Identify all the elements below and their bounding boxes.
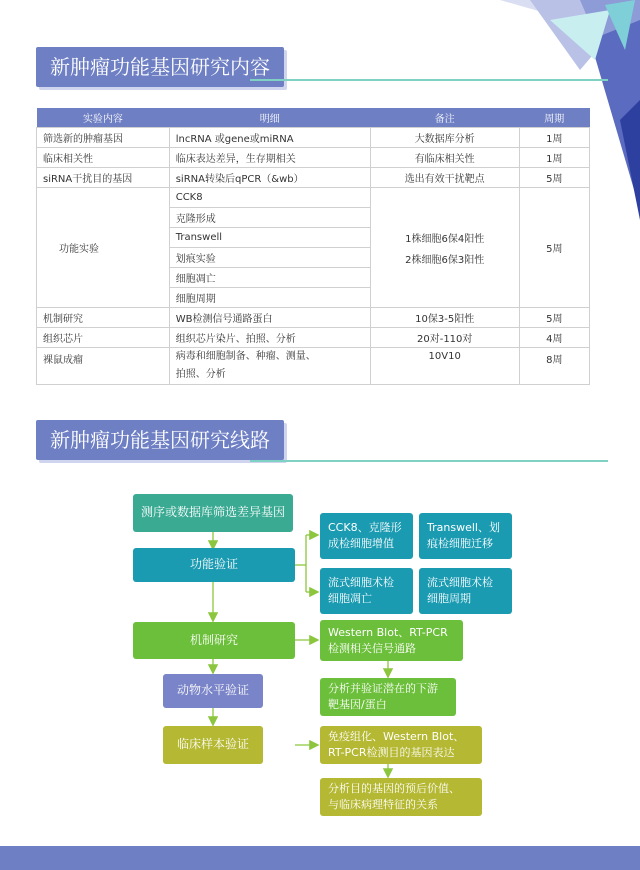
cell-content: siRNA干扰目的基因 xyxy=(37,168,170,188)
box-line: Western Blot、RT-PCR xyxy=(328,625,448,639)
box-line: 靶基因/蛋白 xyxy=(328,698,387,711)
box-line: 细胞凋亡 xyxy=(328,592,372,605)
cell-content: 筛选新的肿瘤基因 xyxy=(37,128,170,148)
research-content-table xyxy=(36,108,590,385)
func-apoptosis-box xyxy=(320,568,413,614)
table-row xyxy=(37,128,590,148)
table-row xyxy=(37,188,590,208)
cell-note xyxy=(370,188,519,308)
box-line: 与临床病理特征的关系 xyxy=(328,798,438,811)
box-line: 成检细胞增值 xyxy=(328,537,394,550)
section-title-research-route: 新肿瘤功能基因研究线路 xyxy=(36,420,284,460)
cell-detail: 划痕实验 xyxy=(169,248,370,268)
detail-line: 拍照、分析 xyxy=(175,369,226,380)
cell-period: 1周 xyxy=(519,148,589,168)
cell-content: 裸鼠成瘤 xyxy=(37,348,170,385)
cell-detail: lncRNA 或gene或miRNA xyxy=(169,128,370,148)
cell-note: 20对-110对 xyxy=(370,328,519,348)
cell-detail: 克隆形成 xyxy=(169,208,370,228)
func-cck8-box xyxy=(320,513,413,559)
table-header-row xyxy=(37,108,590,128)
flow-step-animal-validation: 动物水平验证 xyxy=(163,674,263,708)
box-line: 流式细胞术检 xyxy=(328,576,394,590)
cell-detail: CCK8 xyxy=(169,188,370,208)
cell-note: 大数据库分析 xyxy=(370,128,519,148)
section-title-research-content: 新肿瘤功能基因研究内容 xyxy=(36,47,284,87)
cell-detail xyxy=(169,348,370,385)
note-line: 1株细胞6保4阳性 xyxy=(405,233,485,245)
box-line: 免疫组化、Western Blot、 xyxy=(328,730,465,744)
box-line: CCK8、克隆形 xyxy=(328,521,402,535)
flow-step-clinical-validation: 临床样本验证 xyxy=(163,726,263,764)
cell-detail: siRNA转染后qPCR（&wb） xyxy=(169,168,370,188)
cell-period: 5周 xyxy=(519,168,589,188)
cell-detail: 细胞凋亡 xyxy=(169,268,370,288)
title-underline xyxy=(250,460,608,462)
func-transwell-box xyxy=(419,513,512,559)
mech-western-blot-box xyxy=(320,620,463,661)
flow-step-screening: 测序或数据库筛选差异基因 xyxy=(133,494,293,532)
cell-period: 5周 xyxy=(519,308,589,328)
cell-period: 8周 xyxy=(519,348,589,385)
clinical-ihc-box xyxy=(320,726,482,764)
table-row xyxy=(37,168,590,188)
cell-note: 选出有效干扰靶点 xyxy=(370,168,519,188)
cell-period: 1周 xyxy=(519,128,589,148)
title-underline xyxy=(250,79,608,81)
table-header: 实验内容 xyxy=(37,108,170,128)
table-row xyxy=(37,328,590,348)
cell-content: 机制研究 xyxy=(37,308,170,328)
cell-period: 4周 xyxy=(519,328,589,348)
cell-period: 5周 xyxy=(519,188,589,308)
table-header: 明细 xyxy=(169,108,370,128)
box-line: 痕检细胞迁移 xyxy=(427,537,493,550)
func-cellcycle-box xyxy=(419,568,512,614)
box-line: 分析目的基因的预后价值、 xyxy=(328,782,460,796)
cell-detail: 细胞周期 xyxy=(169,288,370,308)
box-line: 检测相关信号通路 xyxy=(328,641,416,655)
detail-line: 病毒和细胞制备、种瘤、测量、 xyxy=(175,351,316,362)
box-line: 流式细胞术检 xyxy=(427,576,493,590)
table-row xyxy=(37,308,590,328)
cell-detail: 组织芯片染片、拍照、分析 xyxy=(169,328,370,348)
box-line: RT-PCR检测目的基因表达 xyxy=(328,746,455,759)
cell-content: 组织芯片 xyxy=(37,328,170,348)
box-line: 细胞周期 xyxy=(427,592,471,605)
cell-detail: Transwell xyxy=(169,228,370,248)
note-line: 2株细胞6保3阳性 xyxy=(405,254,485,266)
table-header: 备注 xyxy=(370,108,519,128)
box-line: Transwell、划 xyxy=(427,521,500,535)
table-row xyxy=(37,148,590,168)
footer-bar xyxy=(0,846,640,870)
table-header: 周期 xyxy=(519,108,589,128)
table-row xyxy=(37,348,590,385)
box-line: 分析并验证潜在的下游 xyxy=(328,682,438,696)
mech-downstream-box xyxy=(320,678,456,716)
cell-detail: WB检测信号通路蛋白 xyxy=(169,308,370,328)
cell-note: 有临床相关性 xyxy=(370,148,519,168)
cell-note: 10保3-5阳性 xyxy=(370,308,519,328)
flow-step-function-validation: 功能验证 xyxy=(133,548,295,582)
flow-step-mechanism: 机制研究 xyxy=(133,622,295,659)
cell-note: 10V10 xyxy=(370,348,519,385)
cell-detail: 临床表达差异，生存期相关 xyxy=(169,148,370,168)
clinical-prognosis-box xyxy=(320,778,482,816)
cell-content: 功能实验 xyxy=(37,188,170,308)
cell-content: 临床相关性 xyxy=(37,148,170,168)
